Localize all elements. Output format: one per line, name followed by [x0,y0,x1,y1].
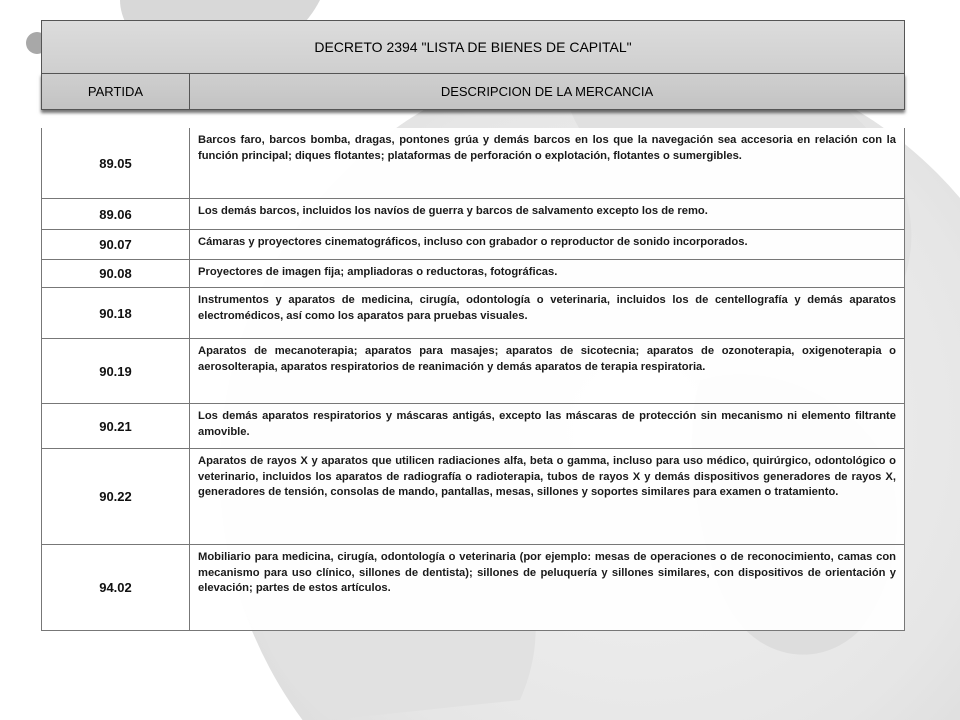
partida-cell: 90.19 [42,339,190,403]
table-row [42,260,904,288]
descripcion-cell: Cámaras y proyectores cinematográficos, incluso con grabador o reproductor de sonido incorporados. [198,236,748,248]
descripcion-cell: Los demás barcos, incluidos los navíos de guerra y barcos de salvamento excepto los de remo. [198,205,708,217]
partida-cell: 94.02 [42,545,190,630]
table-row [42,199,904,230]
descripcion-cell: Proyectores de imagen fija; ampliadoras o reductoras, fotográficas. [198,266,558,278]
partida-cell: 89.06 [42,199,190,229]
descripcion-cell: Barcos faro, barcos bomba, dragas, pontones grúa y demás barcos en los que la navegación sea accesoria en relación con la función principal; diques flotantes; plataformas de perforación o explotación, flotantes o sumergibles. [198,134,896,162]
partida-cell: 89.05 [42,128,190,198]
descripcion-cell: Aparatos de rayos X y aparatos que utilicen radiaciones alfa, beta o gamma, incluso para uso médico, quirúrgico, odontológico o veterinario, incluidos los aparatos de radiografía o radioterapia, tubos de rayos X y demás dispositivos generadores de rayos X, generadores de tensión, consolas de mando, pantallas, mesas, sillones y soportes similares para examen o tratamiento. [198,455,896,498]
partida-cell: 90.21 [42,404,190,448]
capital-goods-table [41,20,905,631]
table-row [42,288,904,339]
table-row [42,404,904,449]
table-row [42,230,904,260]
partida-cell: 90.08 [42,260,190,287]
descripcion-cell: Los demás aparatos respiratorios y máscaras antigás, excepto las máscaras de protección sin mecanismo ni elemento filtrante amovible. [198,410,896,438]
header-partida: PARTIDA [42,74,190,109]
table-row [42,449,904,545]
descripcion-cell: Instrumentos y aparatos de medicina, cirugía, odontología o veterinaria, incluidos los de centellografía y demás aparatos electromédicos, así como los aparatos para pruebas visuales. [198,294,896,322]
table-body [41,128,905,631]
descripcion-cell: Mobiliario para medicina, cirugía, odontología o veterinaria (por ejemplo: mesas de operaciones o de reconocimiento, camas con mecanismo para uso clínico, sillones de dentista); sillones de peluquería y sillones similares, con dispositivos de orientación y elevación; partes de estos artículos. [198,551,896,594]
table-row [42,545,904,631]
table-row [42,128,904,199]
table-title: DECRETO 2394 "LISTA DE BIENES DE CAPITAL" [41,20,905,73]
descripcion-cell: Aparatos de mecanoterapia; aparatos para masajes; aparatos de sicotecnia; aparatos de ozonoterapia, oxigenoterapia o aerosolterapia, aparatos respiratorios de reanimación y demás aparatos de terapia respiratoria. [198,345,896,373]
partida-cell: 90.18 [42,288,190,338]
partida-cell: 90.07 [42,230,190,259]
partida-cell: 90.22 [42,449,190,544]
header-descripcion: DESCRIPCION DE LA MERCANCIA [440,84,654,99]
table-row [42,339,904,404]
table-header-row [41,73,905,110]
